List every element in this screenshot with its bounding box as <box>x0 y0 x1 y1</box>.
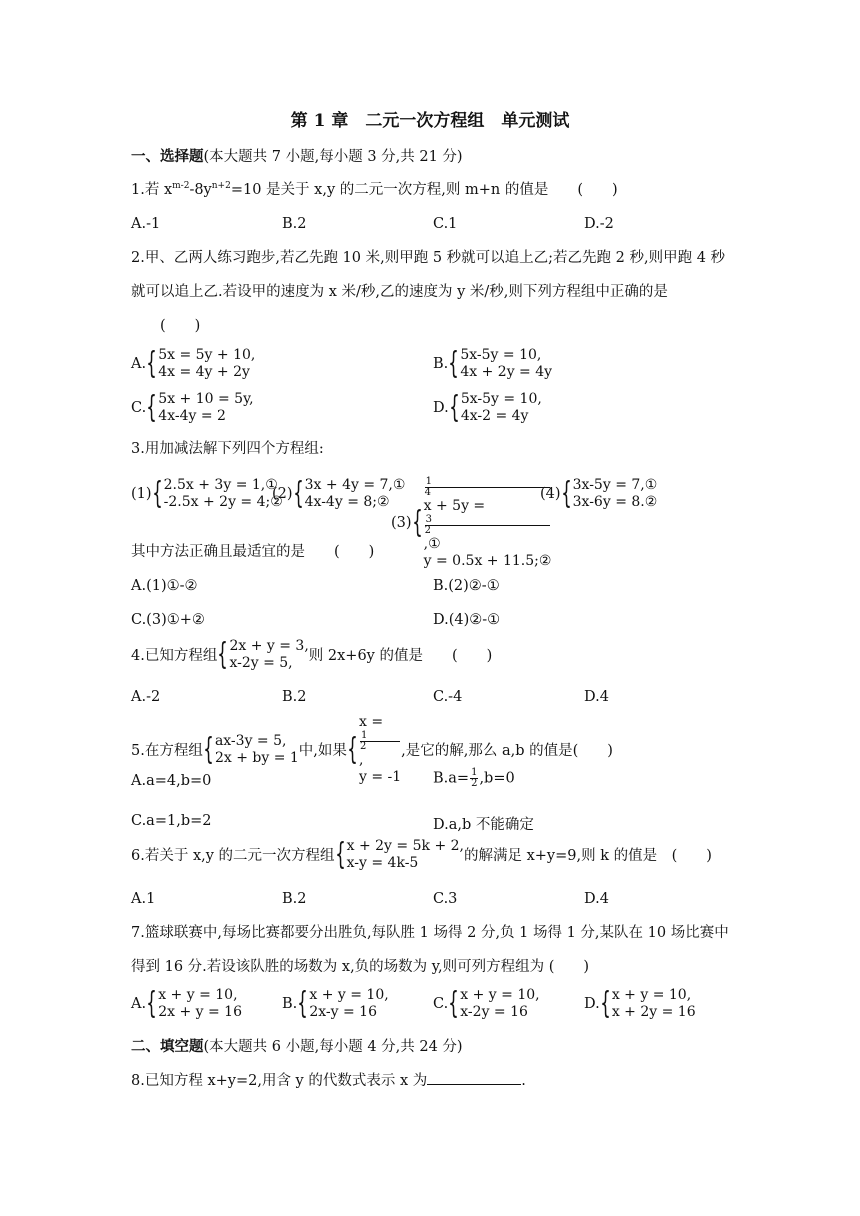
equation <box>359 714 401 769</box>
option-label: A. <box>131 355 147 372</box>
q8-text: 8.已知方程 x+y=2,用含 y 的代数式表示 x 为 <box>131 1073 428 1089</box>
q8-text: . <box>521 1073 526 1089</box>
equation: 5x-5y = 10, <box>460 391 542 407</box>
q5-option-a[interactable]: A.a=4,b=0 <box>131 773 212 789</box>
q4-option-d[interactable]: D.4 <box>584 689 609 705</box>
q1-text: 1.若 x <box>131 182 173 198</box>
q2-option-b[interactable] <box>433 347 552 381</box>
denominator: 2 <box>359 740 367 752</box>
equation: 5x-5y = 10, <box>460 347 542 363</box>
q6-option-c[interactable]: C.3 <box>433 891 458 907</box>
q7-option-b[interactable] <box>282 987 389 1021</box>
equation-part: x + 5y = <box>423 498 486 514</box>
equation: x-2y = 16 <box>460 1003 528 1020</box>
equation: 3x-6y = 8.② <box>572 493 658 510</box>
equation: 2x + y = 16 <box>158 1003 242 1020</box>
q7-option-a[interactable] <box>131 987 242 1021</box>
equation: 4x + 2y = 4y <box>460 363 553 380</box>
brace-icon: { <box>146 389 157 425</box>
option-label: B. <box>433 355 449 372</box>
q6-option-b[interactable]: B.2 <box>282 891 307 907</box>
equation: ax-3y = 5, <box>214 732 287 749</box>
answer-blank[interactable] <box>427 1072 521 1085</box>
brace-icon: { <box>600 985 611 1021</box>
question-4 <box>131 638 492 672</box>
section-2-info: (本大题共 6 小题,每小题 4 分,共 24 分) <box>203 1039 463 1055</box>
equation: 2x + by = 1 <box>214 749 299 766</box>
denominator: 2 <box>424 524 432 536</box>
brace-icon: { <box>203 731 214 767</box>
q1-option-d[interactable]: D.-2 <box>584 216 614 232</box>
equation: 4x-2 = 4y <box>460 407 529 424</box>
q1-option-a[interactable]: A.-1 <box>131 216 161 232</box>
q2-line-1: 2.甲、乙两人练习跑步,若乙先跑 10 米,则甲跑 5 秒就可以追上乙;若乙先跑 2 秒,则甲跑 4 秒 <box>131 250 726 266</box>
option-text: B.a= <box>433 770 470 787</box>
q4-option-c[interactable]: C.-4 <box>433 689 463 705</box>
q2-option-c[interactable] <box>131 391 254 425</box>
q1-option-b[interactable]: B.2 <box>282 216 307 232</box>
q5-option-c[interactable]: C.a=1,b=2 <box>131 813 212 829</box>
brace-icon: { <box>411 505 423 541</box>
equation: x-y = 4k-5 <box>346 854 419 871</box>
equation: x + y = 10, <box>309 987 389 1003</box>
q3-system-1 <box>131 477 283 511</box>
q4-text: 4.已知方程组 <box>131 648 218 665</box>
equation-part: ,① <box>423 535 441 552</box>
q3-system-2 <box>272 477 405 511</box>
equation: x + y = 10, <box>158 987 238 1003</box>
equation: -2.5x + 2y = 4;② <box>163 493 283 510</box>
system-label: (4) <box>540 485 561 502</box>
equation: 2x + y = 3, <box>229 638 309 654</box>
option-label: A. <box>131 995 147 1012</box>
q2-line-2: 就可以追上乙.若设甲的速度为 x 米/秒,乙的速度为 y 米/秒,则下列方程组中正确的是 <box>131 284 668 300</box>
question-8 <box>131 1072 526 1090</box>
brace-icon: { <box>297 985 309 1021</box>
brace-icon: { <box>449 389 460 425</box>
equation: 2x-y = 16 <box>309 1003 378 1020</box>
numerator: 1 <box>360 731 400 742</box>
system-label: (1) <box>131 485 152 502</box>
q3-system-4 <box>540 477 657 511</box>
brace-icon: { <box>448 345 460 381</box>
equation-part: x = <box>358 714 384 730</box>
brace-icon: { <box>146 985 157 1021</box>
q4-option-b[interactable]: B.2 <box>282 689 307 705</box>
numerator: 1 <box>425 477 551 488</box>
q6-text: 6.若关于 x,y 的二元一次方程组 <box>131 848 335 865</box>
q4-option-a[interactable]: A.-2 <box>131 689 161 705</box>
system-label: (2) <box>272 485 293 502</box>
page-title: 第 1 章 二元一次方程组 单元测试 <box>290 111 570 131</box>
system-label: (3) <box>391 515 412 532</box>
fraction <box>470 768 478 789</box>
brace-icon: { <box>448 985 459 1021</box>
option-label: D. <box>433 399 449 416</box>
fraction <box>425 515 551 536</box>
section-1-title: 一、选择题 <box>131 148 204 165</box>
equation: 4x-4y = 2 <box>158 407 226 424</box>
question-1 <box>131 181 618 199</box>
fraction <box>360 731 400 752</box>
q3-ask: 其中方法正确且最适宜的是 ( ) <box>131 544 375 560</box>
q7-line-2: 得到 16 分.若设该队胜的场数为 x,负的场数为 y,则可列方程组为 ( ) <box>131 959 590 975</box>
numerator: 3 <box>425 515 551 526</box>
q3-option-b[interactable]: B.(2)②-① <box>433 578 500 594</box>
option-label: D. <box>584 995 600 1012</box>
brace-icon: { <box>146 345 157 381</box>
option-label: C. <box>131 399 147 416</box>
q7-option-c[interactable] <box>433 987 540 1021</box>
equation: x + 2y = 5k + 2, <box>346 838 464 854</box>
q6-text: 的解满足 x+y=9,则 k 的值是 ( ) <box>463 848 712 865</box>
denominator: 4 <box>424 487 432 498</box>
q6-option-a[interactable]: A.1 <box>131 891 156 907</box>
q5-option-b[interactable] <box>433 768 515 789</box>
q3-option-d[interactable]: D.(4)②-① <box>433 612 501 628</box>
equation: 2.5x + 3y = 1,① <box>163 477 278 493</box>
equation: 3x-5y = 7,① <box>572 477 658 493</box>
equation: y = 0.5x + 11.5;② <box>423 552 552 569</box>
section-1-header <box>131 148 463 166</box>
denominator: 2 <box>471 778 478 789</box>
equation: 4x-4y = 8;② <box>304 493 390 510</box>
equation: x + 2y = 16 <box>611 1003 696 1020</box>
equation: y = -1 <box>358 768 402 785</box>
equation: 5x = 5y + 10, <box>158 347 256 363</box>
equation: x + y = 10, <box>611 987 692 1003</box>
q5-text: 5.在方程组 <box>131 743 203 760</box>
equation-part: , <box>358 751 364 768</box>
q7-line-1: 7.篮球联赛中,每场比赛都要分出胜负,每队胜 1 场得 2 分,负 1 场得 1 分,某队在 10 场比赛中 <box>131 925 729 941</box>
q7-option-d[interactable] <box>584 987 696 1021</box>
q5-text: 中,如果 <box>298 743 347 760</box>
section-1-info: (本大题共 7 小题,每小题 3 分,共 21 分) <box>203 149 463 165</box>
option-label: B. <box>282 995 298 1012</box>
brace-icon: { <box>151 475 163 511</box>
numerator: 1 <box>471 767 478 778</box>
q5-option-d[interactable]: D.a,b 不能确定 <box>433 817 534 833</box>
brace-icon: { <box>217 636 229 672</box>
equation: 3x + 4y = 7,① <box>304 477 406 493</box>
q1-exponent: m-2 <box>172 181 190 191</box>
q3-stem: 3.用加减法解下列四个方程组: <box>131 441 324 457</box>
equation: 4x = 4y + 2y <box>158 363 250 380</box>
section-2-header <box>131 1038 463 1056</box>
q1-exponent: n+2 <box>211 181 231 191</box>
q1-text: -8y <box>189 182 212 198</box>
section-2-title: 二、填空题 <box>131 1038 204 1055</box>
option-label: C. <box>433 995 449 1012</box>
q3-option-a[interactable]: A.(1)①-② <box>131 578 198 594</box>
equation: x + y = 10, <box>460 987 540 1003</box>
option-text: ,b=0 <box>479 770 515 787</box>
question-6 <box>131 838 712 872</box>
fraction <box>425 477 551 498</box>
equation: x-2y = 5, <box>229 654 293 671</box>
equation: 5x + 10 = 5y, <box>158 391 254 407</box>
q4-text: 则 2x+6y 的值是 ( ) <box>308 648 493 665</box>
q3-system-3 <box>391 477 551 569</box>
brace-icon: { <box>292 475 304 511</box>
brace-icon: { <box>560 475 572 511</box>
q2-line-3: ( ) <box>160 318 201 334</box>
brace-icon: { <box>334 836 346 872</box>
q1-option-c[interactable]: C.1 <box>433 216 458 232</box>
q5-text: ,是它的解,那么 a,b 的值是( ) <box>401 743 613 760</box>
equation <box>424 477 552 553</box>
q2-option-a[interactable] <box>131 347 255 381</box>
q3-option-c[interactable]: C.(3)①+② <box>131 612 205 628</box>
brace-icon: { <box>347 731 358 767</box>
q6-option-d[interactable]: D.4 <box>584 891 609 907</box>
q1-text: =10 是关于 x,y 的二元一次方程,则 m+n 的值是 ( ) <box>230 182 618 198</box>
q2-option-d[interactable] <box>433 391 542 425</box>
